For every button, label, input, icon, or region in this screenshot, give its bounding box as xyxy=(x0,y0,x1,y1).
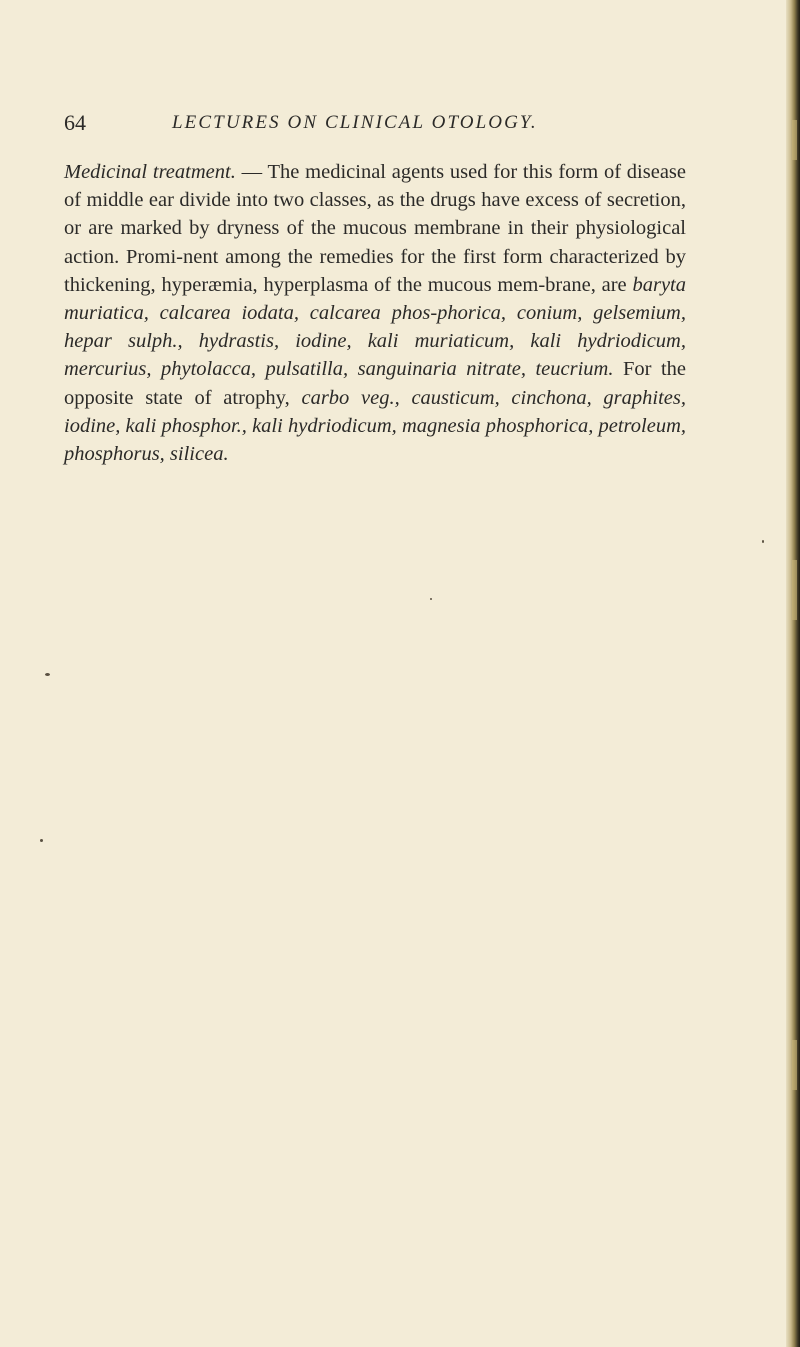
paper-speck xyxy=(762,540,764,543)
remedies-second-list: carbo veg., causticum, cinchona, graphites, iodine, kali phosphor., kali hydriodicum, magnesia phosphorica, petroleum, phosphorus, silicea. xyxy=(64,386,687,466)
paper-speck xyxy=(430,598,432,600)
page-number: 64 xyxy=(64,110,86,135)
paper-speck xyxy=(45,673,50,676)
remedies-first-list: baryta muriatica, calcarea iodata, calcarea phos-phorica, conium, gelsemium, hepar sulph., hydrastis, iodine, kali muriaticum, kali hydriodicum, mercurius, phytolacca, pulsatilla, sanguinaria nitrate, teucrium. xyxy=(64,273,686,381)
section-lead: Medicinal treatment. xyxy=(64,161,236,183)
edge-mark xyxy=(792,1040,797,1090)
edge-mark xyxy=(792,560,797,620)
paragraph xyxy=(64,158,686,468)
paper-speck xyxy=(40,839,43,842)
running-title: LECTURES ON CLINICAL OTOLOGY. xyxy=(172,112,538,133)
em-dash: — xyxy=(235,161,268,183)
transition-text: For the opposite state of atrophy, xyxy=(64,358,686,409)
intro-text: The medicinal agents used for this form of disease of middle ear divide into two classes, as the drugs have excess of secretion, or are marked by dryness of the mucous membrane in their physiological action. Promi-nent among the remedies for the first form characterized by thickening, hyperæmia, hyperplasma of the mucous mem-brane, are xyxy=(64,161,687,296)
page-edge xyxy=(786,0,800,1347)
body-paragraph xyxy=(64,158,686,468)
page-header xyxy=(64,104,684,138)
edge-mark xyxy=(792,120,797,160)
